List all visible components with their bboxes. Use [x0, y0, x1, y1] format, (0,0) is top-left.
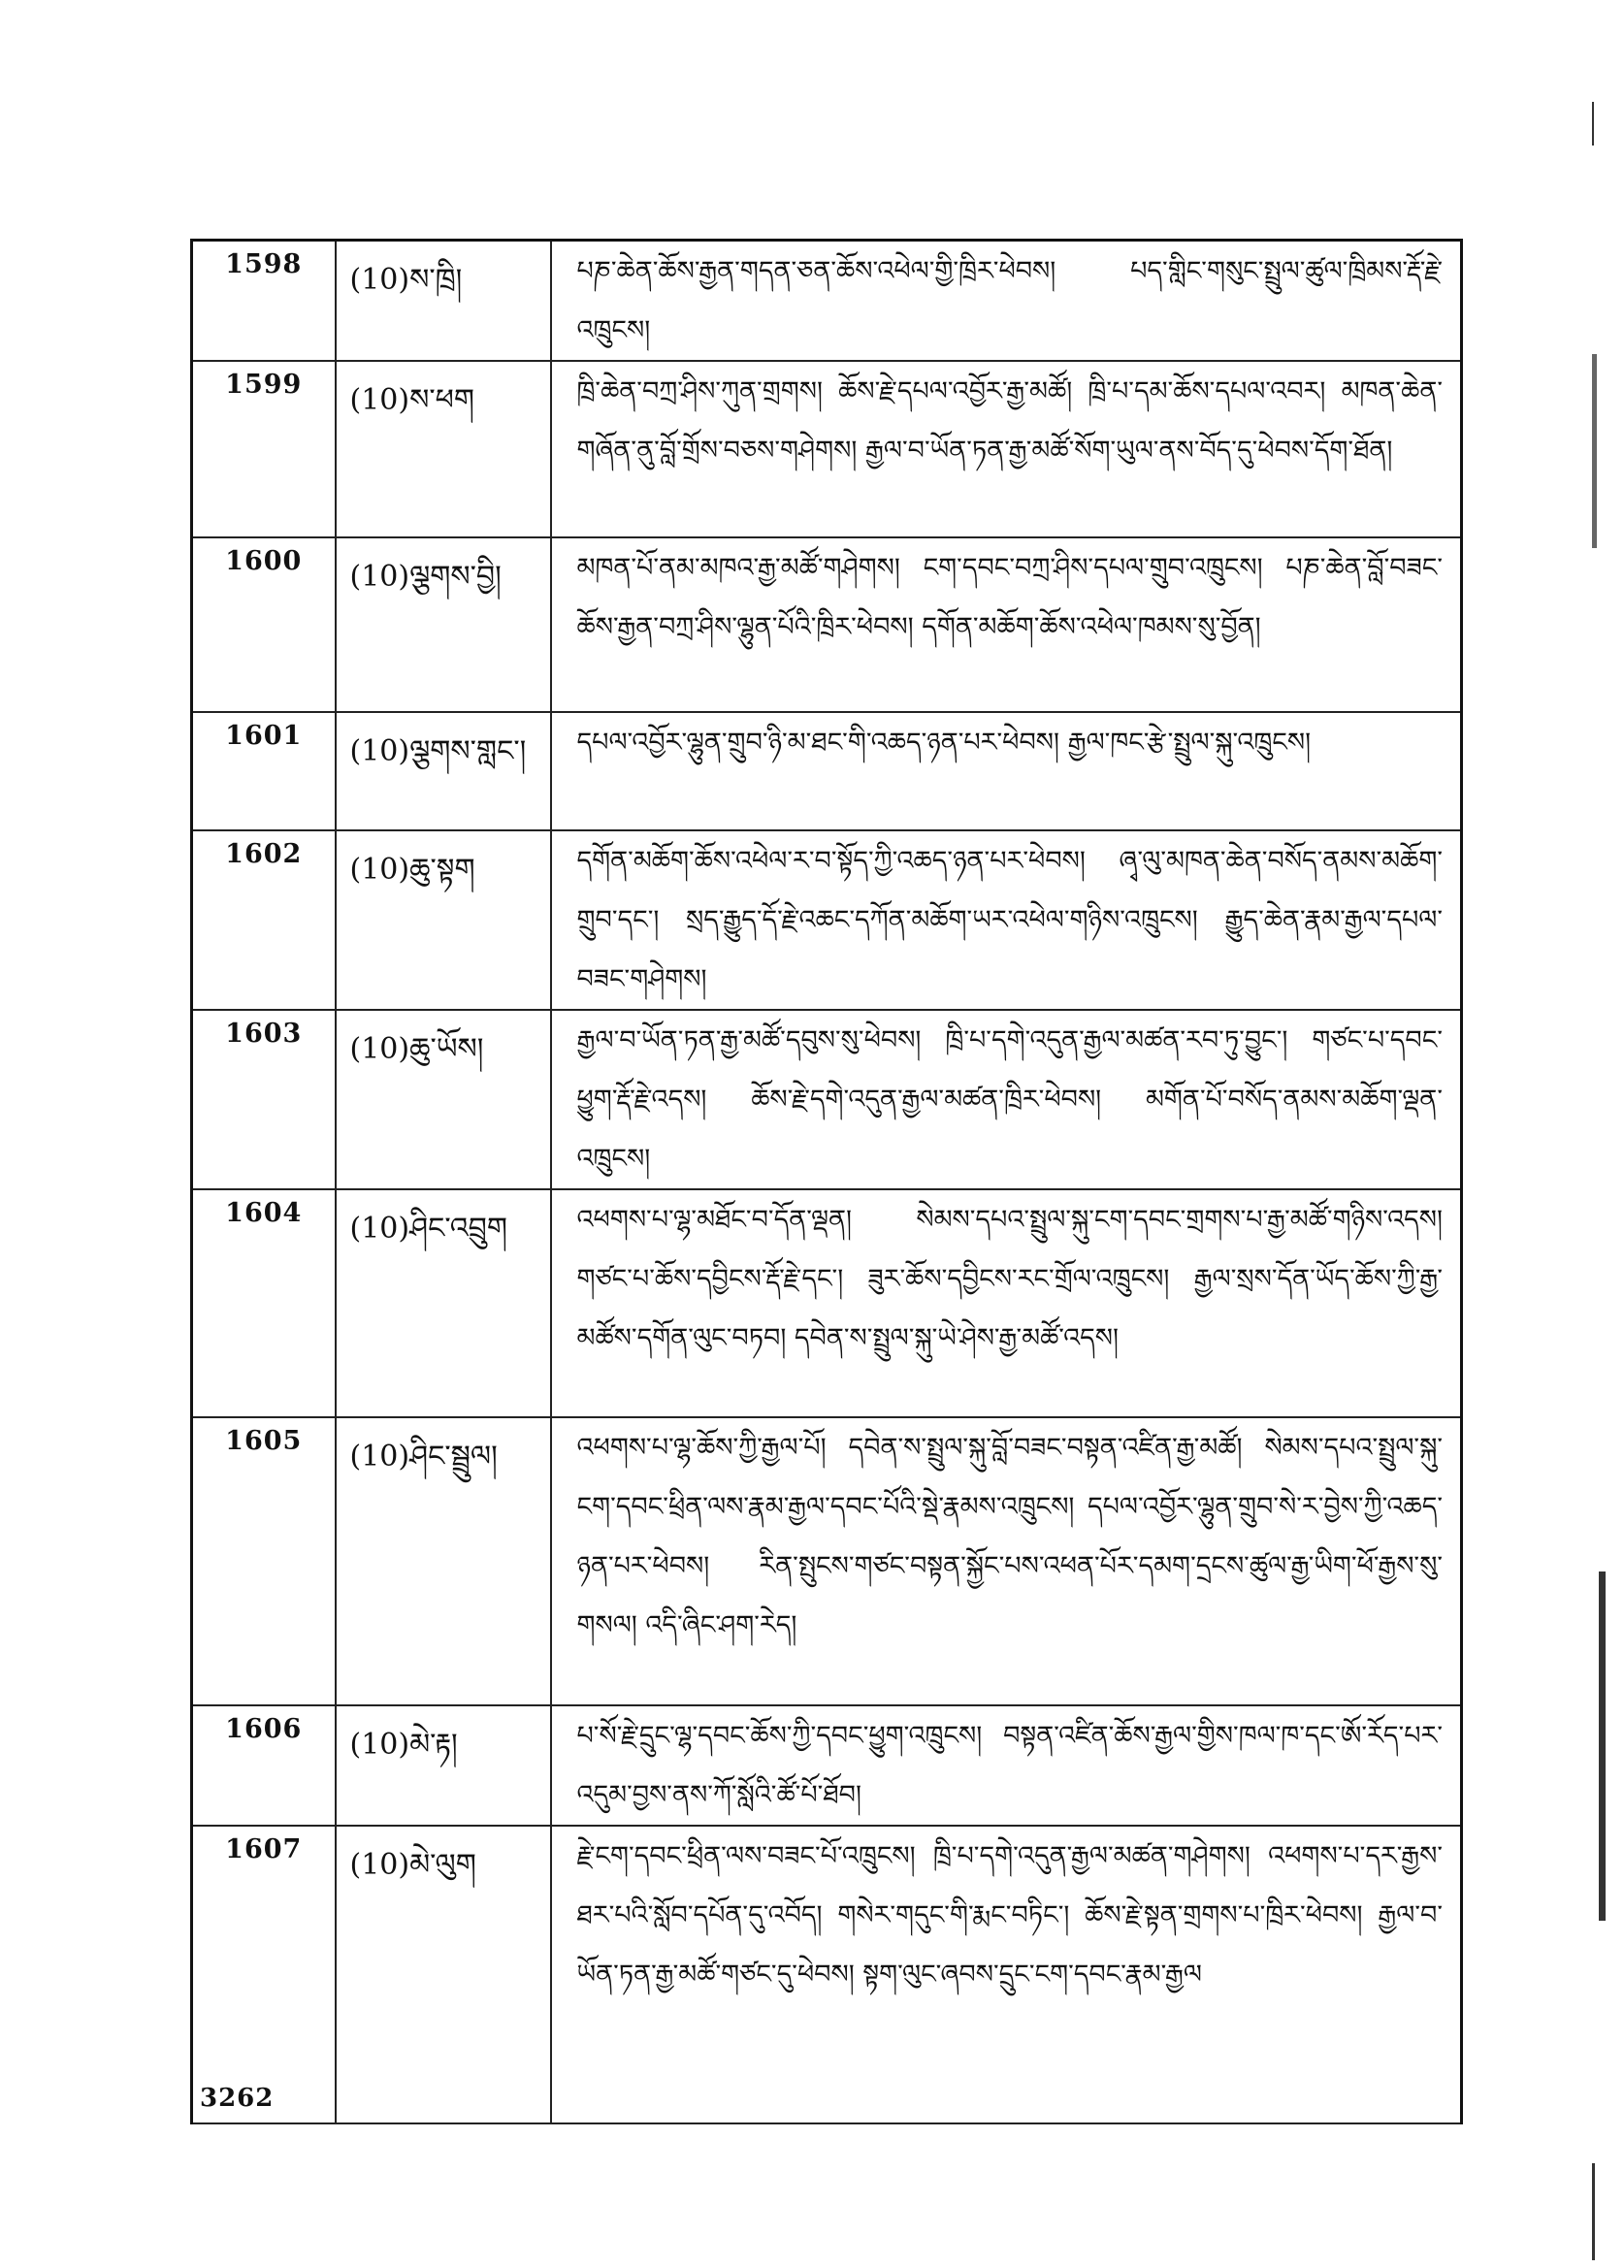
entry-number: 1607 [192, 1826, 336, 2123]
entry-text: པཎ་ཆེན་ཆོས་རྒྱན་གདན་ཅན་ཆོས་འཕེལ་གྱི་ཁྲིར་ཕེབས། པད་གླིང་གསུང་སྤྲུལ་ཚུལ་ཁྲིམས་རྡོ་རྗེ་འཁྲུངས། [551, 241, 1462, 362]
entry-number: 1598 [192, 241, 336, 362]
table-row [192, 1010, 1462, 1189]
table-row [192, 537, 1462, 712]
entry-text: འཕགས་པ་ལྷ་མཐོང་བ་དོན་ལྡན། སེམས་དཔའ་སྤྲུལ་སྐུ་ངག་དབང་གྲགས་པ་རྒྱ་མཚོ་གཉིས་འདས། གཙང་པ་ཆོས་དབྱིངས་རྡོ་རྗེ་དང་། ཟུར་ཆོས་དབྱིངས་རང་གྲོལ་འཁྲུངས། རྒྱལ་སྲས་དོན་ཡོད་ཆོས་ཀྱི་རྒྱ་མཚོས་དགོན་ལུང་བཏབ། དབེན་ས་སྤྲུལ་སྐུ་ཡེ་ཤེས་རྒྱ་མཚོ་འདས། [551, 1189, 1462, 1417]
table-row [192, 241, 1462, 362]
entry-text: འཕགས་པ་ལྷ་ཆོས་ཀྱི་རྒྱལ་པོ། དབེན་ས་སྤྲུལ་སྐུ་བློ་བཟང་བསྟན་འཛིན་རྒྱ་མཚོ། སེམས་དཔའ་སྤྲུལ་སྐུ་ངག་དབང་ཕྲིན་ལས་རྣམ་རྒྱལ་དབང་པོའི་སྡེ་རྣམས་འཁྲུངས། དཔལ་འབྱོར་ལྷུན་གྲུབ་སེ་ར་བྱེས་ཀྱི་འཆད་ཉན་པར་ཕེབས། རིན་སྤུངས་གཙང་བསྟན་སྐྱོང་པས་འཕན་པོར་དམག་དྲངས་ཚུལ་རྒྱ་ཡིག་ཕོ་རྒྱས་སུ་གསལ། འདི་ཞིང་ཤག་རེད། [551, 1417, 1462, 1705]
table-row [192, 1705, 1462, 1826]
page-number: 3262 [200, 2084, 275, 2113]
scan-edge-mark [1592, 354, 1597, 548]
chronology-table [190, 239, 1463, 2124]
entry-text: མཁན་པོ་ནམ་མཁའ་རྒྱ་མཚོ་གཤེགས། ངག་དབང་བཀྲ་ཤིས་དཔལ་གྲུབ་འཁྲུངས། པཎ་ཆེན་བློ་བཟང་ཆོས་རྒྱན་བཀྲ་ཤིས་ལྷུན་པོའི་ཁྲིར་ཕེབས། དགོན་མཆོག་ཆོས་འཕེལ་ཁམས་སུ་བྱོན། [551, 537, 1462, 712]
scan-edge-mark [1599, 1571, 1606, 1921]
table-row [192, 1826, 1462, 2123]
year-name: (10)ས་ཁྲི། [336, 241, 551, 362]
year-name: (10)ཆུ་སྟག [336, 830, 551, 1010]
entries-table-wrap [190, 239, 1463, 2092]
entry-number: 1605 [192, 1417, 336, 1705]
entry-text: རྗེ་ངག་དབང་ཕྲིན་ལས་བཟང་པོ་འཁྲུངས། ཁྲི་པ་དགེ་འདུན་རྒྱལ་མཚན་གཤེགས། འཕགས་པ་དར་རྒྱས་ཐར་པའི་སློབ་དཔོན་དུ་འབོད། གསེར་གདུང་གི་རྨང་བཏིང་། ཆོས་རྗེ་སྟན་གྲགས་པ་ཁྲིར་ཕེབས། རྒྱལ་བ་ཡོན་ཏན་རྒྱ་མཚོ་གཙང་དུ་ཕེབས། སྟག་ལུང་ཞབས་དྲུང་ངག་དབང་རྣམ་རྒྱལ [551, 1826, 1462, 2123]
table-row [192, 830, 1462, 1010]
year-name: (10)མེ་རྟ། [336, 1705, 551, 1826]
table-row [192, 361, 1462, 537]
entry-number: 1603 [192, 1010, 336, 1189]
entry-number: 1599 [192, 361, 336, 537]
entry-text: དཔལ་འབྱོར་ལྷུན་གྲུབ་ཉི་མ་ཐང་གི་འཆད་ཉན་པར་ཕེབས། རྒྱལ་ཁང་རྩེ་སྤྲུལ་སྐུ་འཁྲུངས། [551, 712, 1462, 830]
year-name: (10)མེ་ལུག [336, 1826, 551, 2123]
entry-number: 1600 [192, 537, 336, 712]
table-row [192, 1189, 1462, 1417]
year-name: (10)ཤིང་སྦྲུལ། [336, 1417, 551, 1705]
year-name: (10)ས་ཕག [336, 361, 551, 537]
year-name: (10)ལྕགས་གླང་། [336, 712, 551, 830]
scan-edge-mark [1592, 102, 1594, 146]
scan-edge-mark [1592, 2163, 1595, 2260]
table-row [192, 1417, 1462, 1705]
entry-text: ཁྲི་ཆེན་བཀྲ་ཤིས་ཀུན་གྲགས། ཆོས་རྗེ་དཔལ་འབྱོར་རྒྱ་མཚོ། ཁྲི་པ་དམ་ཆོས་དཔལ་འབར། མཁན་ཆེན་གཞོན་ནུ་བློ་གྲོས་བཅས་གཤེགས། རྒྱལ་བ་ཡོན་ཏན་རྒྱ་མཚོ་སོག་ཡུལ་ནས་བོད་དུ་ཕེབས་དོག་ཐོན། [551, 361, 1462, 537]
table-row [192, 712, 1462, 830]
entry-text: པ་སོ་རྗེ་དྲུང་ལྷ་དབང་ཆོས་ཀྱི་དབང་ཕྱུག་འཁྲུངས། བསྟན་འཛིན་ཆོས་རྒྱལ་གྱིས་ཁལ་ཁ་དང་ཨོ་རོད་པར་འདུམ་བྱས་ནས་ཀོ་སློའི་ཚོ་པོ་ཐོབ། [551, 1705, 1462, 1826]
entry-number: 1601 [192, 712, 336, 830]
year-name: (10)ལྕགས་བྱི། [336, 537, 551, 712]
entry-number: 1604 [192, 1189, 336, 1417]
entry-text: དགོན་མཆོག་ཆོས་འཕེལ་ར་བ་སྟོད་ཀྱི་འཆད་ཉན་པར་ཕེབས། ཞྭ་ལུ་མཁན་ཆེན་བསོད་ནམས་མཆོག་གྲུབ་དང་། སྲད་རྒྱུད་དོ་རྗེ་འཆང་དཀོན་མཆོག་ཡར་འཕེལ་གཉིས་འཁྲུངས། རྒྱུད་ཆེན་རྣམ་རྒྱལ་དཔལ་བཟང་གཤེགས། [551, 830, 1462, 1010]
entry-number: 1602 [192, 830, 336, 1010]
entry-text: རྒྱལ་བ་ཡོན་ཏན་རྒྱ་མཚོ་དབུས་སུ་ཕེབས། ཁྲི་པ་དགེ་འདུན་རྒྱལ་མཚན་རབ་ཏུ་བྱུང་། གཙང་པ་དབང་ཕྱུག་རྡོ་རྗེ་འདས། ཆོས་རྗེ་དགེ་འདུན་རྒྱལ་མཚན་ཁྲིར་ཕེབས། མགོན་པོ་བསོད་ནམས་མཆོག་ལྡན་འཁྲུངས། [551, 1010, 1462, 1189]
year-name: (10)ཆུ་ཡོས། [336, 1010, 551, 1189]
entry-number: 1606 [192, 1705, 336, 1826]
year-name: (10)ཤིང་འབྲུག [336, 1189, 551, 1417]
